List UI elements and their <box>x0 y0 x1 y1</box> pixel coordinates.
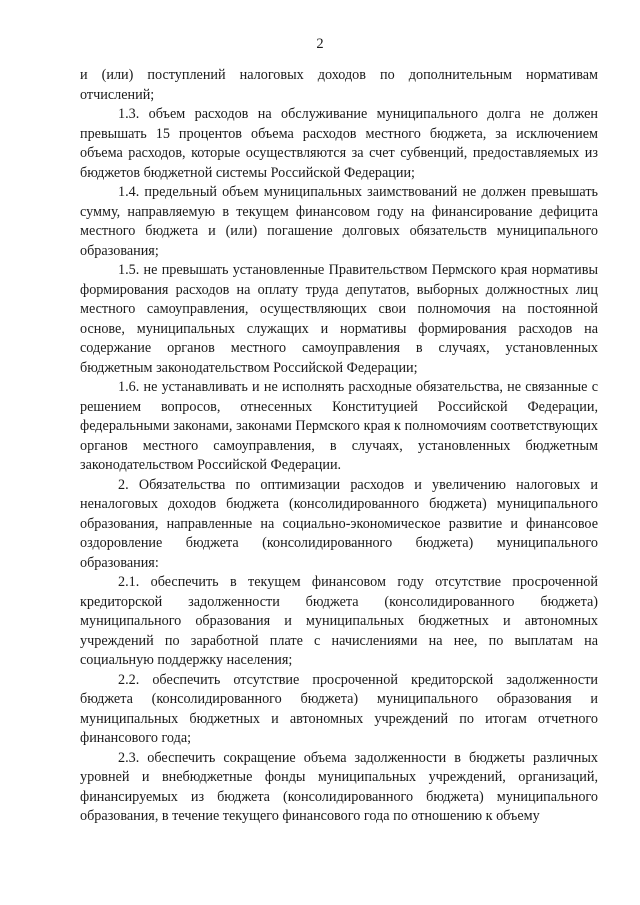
paragraph-1-4: 1.4. предельный объем муниципальных заимствований не должен превышать сумму, направляемую в текущем финансовом году на финансирование дефицита местного бюджета и (или) погашение долговых обязательств муниципального образования; <box>80 184 598 259</box>
paragraph-1-5: 1.5. не превышать установленные Правительством Пермского края нормативы формирования расходов на оплату труда депутатов, выборных должностных лиц местного самоуправления, осуществляющих свои полномочия на постоянной основе, муниципальных служащих и нормативы формирования расходов на содержание органов местного самоуправления в случаях, установленных бюджетным законодательством Российской Федерации; <box>80 262 598 376</box>
paragraph-2: 2. Обязательства по оптимизации расходов и увеличению налоговых и неналоговых доходов бюджета (консолидированного бюджета) муниципального образования, направленные на социально-экономическое развитие и финансовое оздоровление бюджета (консолидированного бюджета) муниципального образования: <box>80 476 598 571</box>
paragraph-continuation: и (или) поступлений налоговых доходов по дополнительным нормативам отчислений; <box>80 67 598 103</box>
document-body <box>80 66 598 827</box>
paragraph-2-2: 2.2. обеспечить отсутствие просроченной кредиторской задолженности бюджета (консолидированного бюджета) муниципального образования и муниципальных бюджетных и автономных учреждений по итогам отчетного финансового года; <box>80 671 598 746</box>
paragraph-2-1: 2.1. обеспечить в текущем финансовом году отсутствие просроченной кредиторской задолженности бюджета (консолидированного бюджета) муниципального образования и муниципальных бюджетных и автономных учреждений по заработной плате с начислениями на нее, по выплатам на социальную поддержку населения; <box>80 574 598 668</box>
paragraph-1-6: 1.6. не устанавливать и не исполнять расходные обязательства, не связанные с решением вопросов, отнесенных Конституцией Российской Федерации, федеральными законами, законами Пермского края к полномочиям соответствующих органов местного самоуправления, в случаях, установленных бюджетным законодательством Российской Федерации. <box>80 379 598 473</box>
page-number: 2 <box>316 36 324 52</box>
paragraph-2-3: 2.3. обеспечить сокращение объема задолженности в бюджеты различных уровней и внебюджетные фонды муниципальных учреждений, организаций, финансируемых из бюджета (консолидированного бюджета) муниципального образования, в течение текущего финансового года по отношению к объему <box>80 749 598 824</box>
paragraph-1-3: 1.3. объем расходов на обслуживание муниципального долга не должен превышать 15 процентов объема расходов местного бюджета, за исключением объема расходов, которые осуществляются за счет субвенций, предоставляемых из бюджетов бюджетной системы Российской Федерации; <box>80 106 598 181</box>
